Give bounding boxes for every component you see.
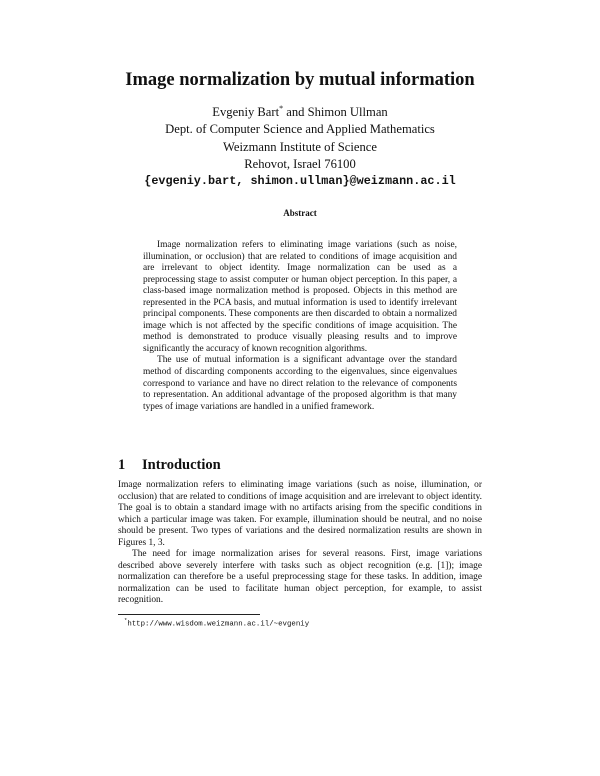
body-paragraph-1: Image normalization refers to eliminating image variations (such as noise, illumination, or occlusion) that are related to conditions of image acquisition and are irrelevant to object identity. The goal is to obtain a standard image with no artifacts arising from the specific conditions in which a particular image was taken. For example, illumination should be neutral, and no noise should be present. Two types of variations and the desired normalization results are shown in Figures 1, 3. [118,480,482,548]
affiliation-line-3: Rehovot, Israel 76100 [244,156,356,171]
abstract-paragraph-2: The use of mutual information is a significant advantage over the standard method of discarding components according to the eigenvalues, since eigenvalues correspond to variance and have no direct relation to the relevance of components to representation. An additional advantage of the proposed algorithm is that many types of image variations are handled in a unified framework. [143,355,457,412]
paper-title: Image normalization by mutual information [125,70,475,90]
footnote-mark: * [124,617,128,624]
section-heading [118,457,221,474]
author-conjunction: and [286,105,305,119]
section-title: Introduction [142,457,221,473]
abstract-heading: Abstract [283,208,317,218]
abstract [143,240,457,413]
author-footnote-mark: * [279,103,284,113]
author-emails: {evgeniy.bart, shimon.ullman}@weizmann.ac.il [144,174,456,189]
affiliation-line-1: Dept. of Computer Science and Applied Mathematics [165,122,435,137]
section-body [118,480,482,607]
affiliation-line-2: Weizmann Institute of Science [223,139,377,154]
section-number: 1 [118,457,126,473]
abstract-paragraph-1: Image normalization refers to eliminating image variations (such as noise, illumination, or occlusion) that are related to conditions of image acquisition and are irrelevant to object identity. Image normalization can be used as a preprocessing stage to assist computer or human object perception. In this paper, a class-based image normalization method is proposed. Objects in this method are represented in the PCA basis, and mutual information is used to identify irrelevant principal components. These components are then discarded to obtain a normalized image which is not affected by the specific conditions of image acquisition. The method is demonstrated to produce visually pleasing results and to improve significantly the accuracy of known recognition algorithms. [143,240,457,354]
author-block [0,104,600,190]
author-1: Evgeniy Bart [212,105,280,119]
footnote-url: http://www.wisdom.weizmann.ac.il/~evgeniy [127,620,310,629]
author-2: Shimon Ullman [307,105,388,119]
footnote [124,617,309,628]
body-paragraph-2: The need for image normalization arises for several reasons. First, image variations described above severely interfere with tasks such as object recognition (e.g. [1]); image normalization can therefore be a useful preprocessing stage for these tasks. In addition, image normalization can be used to facilitate human object perception, for example, to assist recognition. [118,549,482,606]
footnote-rule [118,614,260,615]
author-names [0,104,600,121]
